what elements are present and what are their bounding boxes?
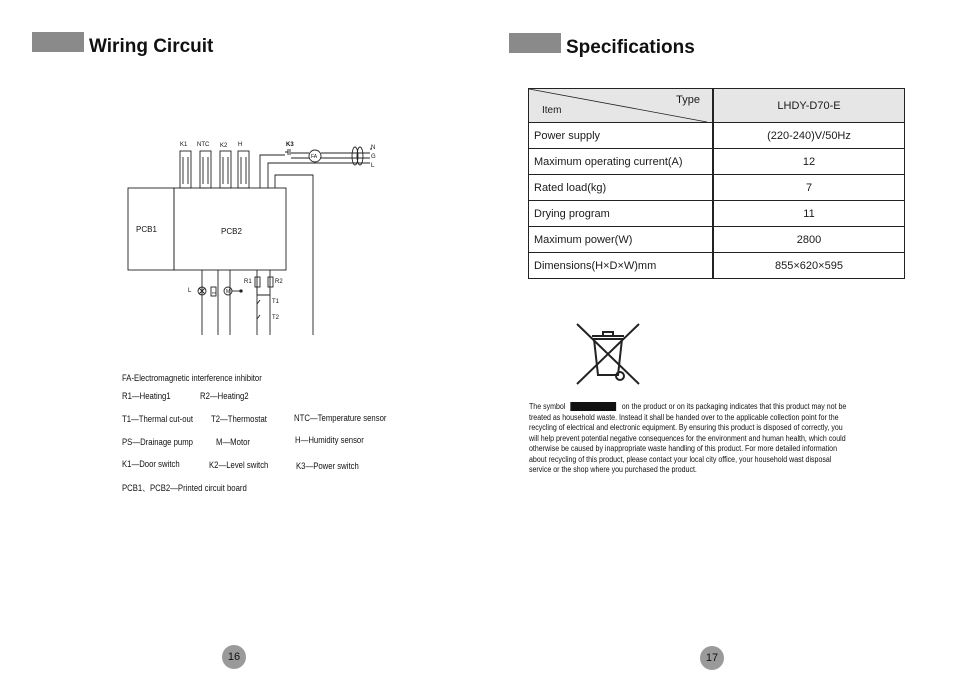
notice-line6: about recycling of this product, please contact your local city office, your household wast disposal: [529, 454, 832, 464]
label-k2: K2: [220, 143, 228, 149]
symbol-redaction-bar: [571, 402, 617, 411]
notice-line1-after: on the product or on its packaging indicates that this product may not be: [621, 402, 847, 411]
label-h: H: [238, 142, 243, 148]
label-ntc: NTC: [197, 142, 210, 148]
label-pcb2: PCB2: [221, 227, 242, 236]
crossed-out-wheelie-bin-icon: [574, 321, 642, 387]
legend-r2: R2—Heating2: [200, 391, 249, 401]
legend-k1: K1—Door switch: [122, 459, 180, 469]
notice-line1-before: The symbol: [529, 402, 566, 411]
label-g: G: [371, 154, 376, 160]
section-header-bar: [509, 33, 561, 53]
header-model: LHDY-D70-E: [713, 89, 905, 123]
label-pcb1: PCB1: [136, 225, 157, 234]
section-header-bar: [32, 32, 84, 52]
notice-line3: recycling of electrical and electronic equipment. By ensuring this product is disposed of correctly, you: [529, 423, 843, 432]
k2-component: [220, 151, 231, 188]
header-type: Type: [676, 94, 700, 106]
label-k3: K3: [286, 142, 294, 148]
label-ps: PS: [212, 291, 217, 295]
r2-heater: [268, 277, 273, 287]
row-label: Rated load(kg): [529, 175, 714, 201]
legend-k2: K2—Level switch: [209, 460, 269, 470]
header-item: Item: [542, 105, 562, 116]
legend-k3: K3—Power switch: [296, 461, 359, 471]
label-fa: FA: [311, 154, 318, 160]
notice-line5: otherwise be caused by inappropriate waste handling of this product. For more detailed information: [529, 444, 837, 453]
ntc-component: [200, 151, 211, 188]
legend-fa: FA-Electromagnetic interference inhibitor: [122, 373, 262, 383]
h-component: [238, 151, 249, 188]
wiring-circuit-diagram: [120, 135, 390, 345]
table-row: [529, 253, 905, 279]
table-row: [529, 227, 905, 253]
label-t2: T2: [272, 315, 280, 321]
legend-pcb: PCB1、PCB2—Printed circuit board: [122, 483, 247, 493]
row-value: (220-240)V/50Hz: [713, 123, 905, 149]
specifications-table: [528, 88, 905, 279]
row-value: 7: [713, 175, 905, 201]
table-header-row: [529, 89, 905, 123]
table-row: [529, 201, 905, 227]
page-number-left: 16: [222, 645, 246, 669]
r1-heater: [255, 277, 260, 287]
label-lamp: L: [188, 288, 192, 294]
row-value: 855×620×595: [713, 253, 905, 279]
notice-line7: service or the shop where you purchased the product.: [529, 465, 697, 474]
label-n: N: [371, 145, 376, 151]
header-type-item-cell: [529, 89, 714, 123]
table-row: [529, 123, 905, 149]
label-l-line: L: [371, 163, 375, 169]
k1-component: [180, 151, 191, 188]
legend-ntc: NTC—Temperature sensor: [294, 413, 387, 423]
row-label: Maximum power(W): [529, 227, 714, 253]
legend-t2: T2—Thermostat: [211, 414, 267, 424]
table-row: [529, 149, 905, 175]
row-value: 12: [713, 149, 905, 175]
legend-h: H—Humidity sensor: [295, 435, 364, 445]
label-r2: R2: [275, 279, 283, 285]
legend-r1: R1—Heating1: [122, 391, 171, 401]
row-value: 2800: [713, 227, 905, 253]
page-title-specifications: Specifications: [566, 37, 695, 58]
page-title-wiring: Wiring Circuit: [89, 36, 214, 57]
label-k1: K1: [180, 142, 188, 148]
label-motor: M: [226, 289, 231, 295]
row-label: Power supply: [529, 123, 714, 149]
weee-notice: [529, 402, 846, 476]
label-t1: T1: [272, 299, 280, 305]
page-number-right: 17: [700, 646, 724, 670]
row-label: Dimensions(H×D×W)mm: [529, 253, 714, 279]
notice-line2: treated as household waste. Instead it shall be handed over to the applicable collection point for the: [529, 412, 839, 422]
legend-ps: PS—Drainage pump: [122, 437, 193, 447]
row-label: Maximum operating current(A): [529, 149, 714, 175]
label-r1: R1: [244, 279, 252, 285]
row-label: Drying program: [529, 201, 714, 227]
legend-m: M—Motor: [216, 437, 250, 447]
row-value: 11: [713, 201, 905, 227]
legend-t1: T1—Thermal cut-out: [122, 414, 193, 424]
table-row: [529, 175, 905, 201]
notice-line4: will help prevent potential negative consequences for the environment and human health, which could: [529, 433, 846, 443]
